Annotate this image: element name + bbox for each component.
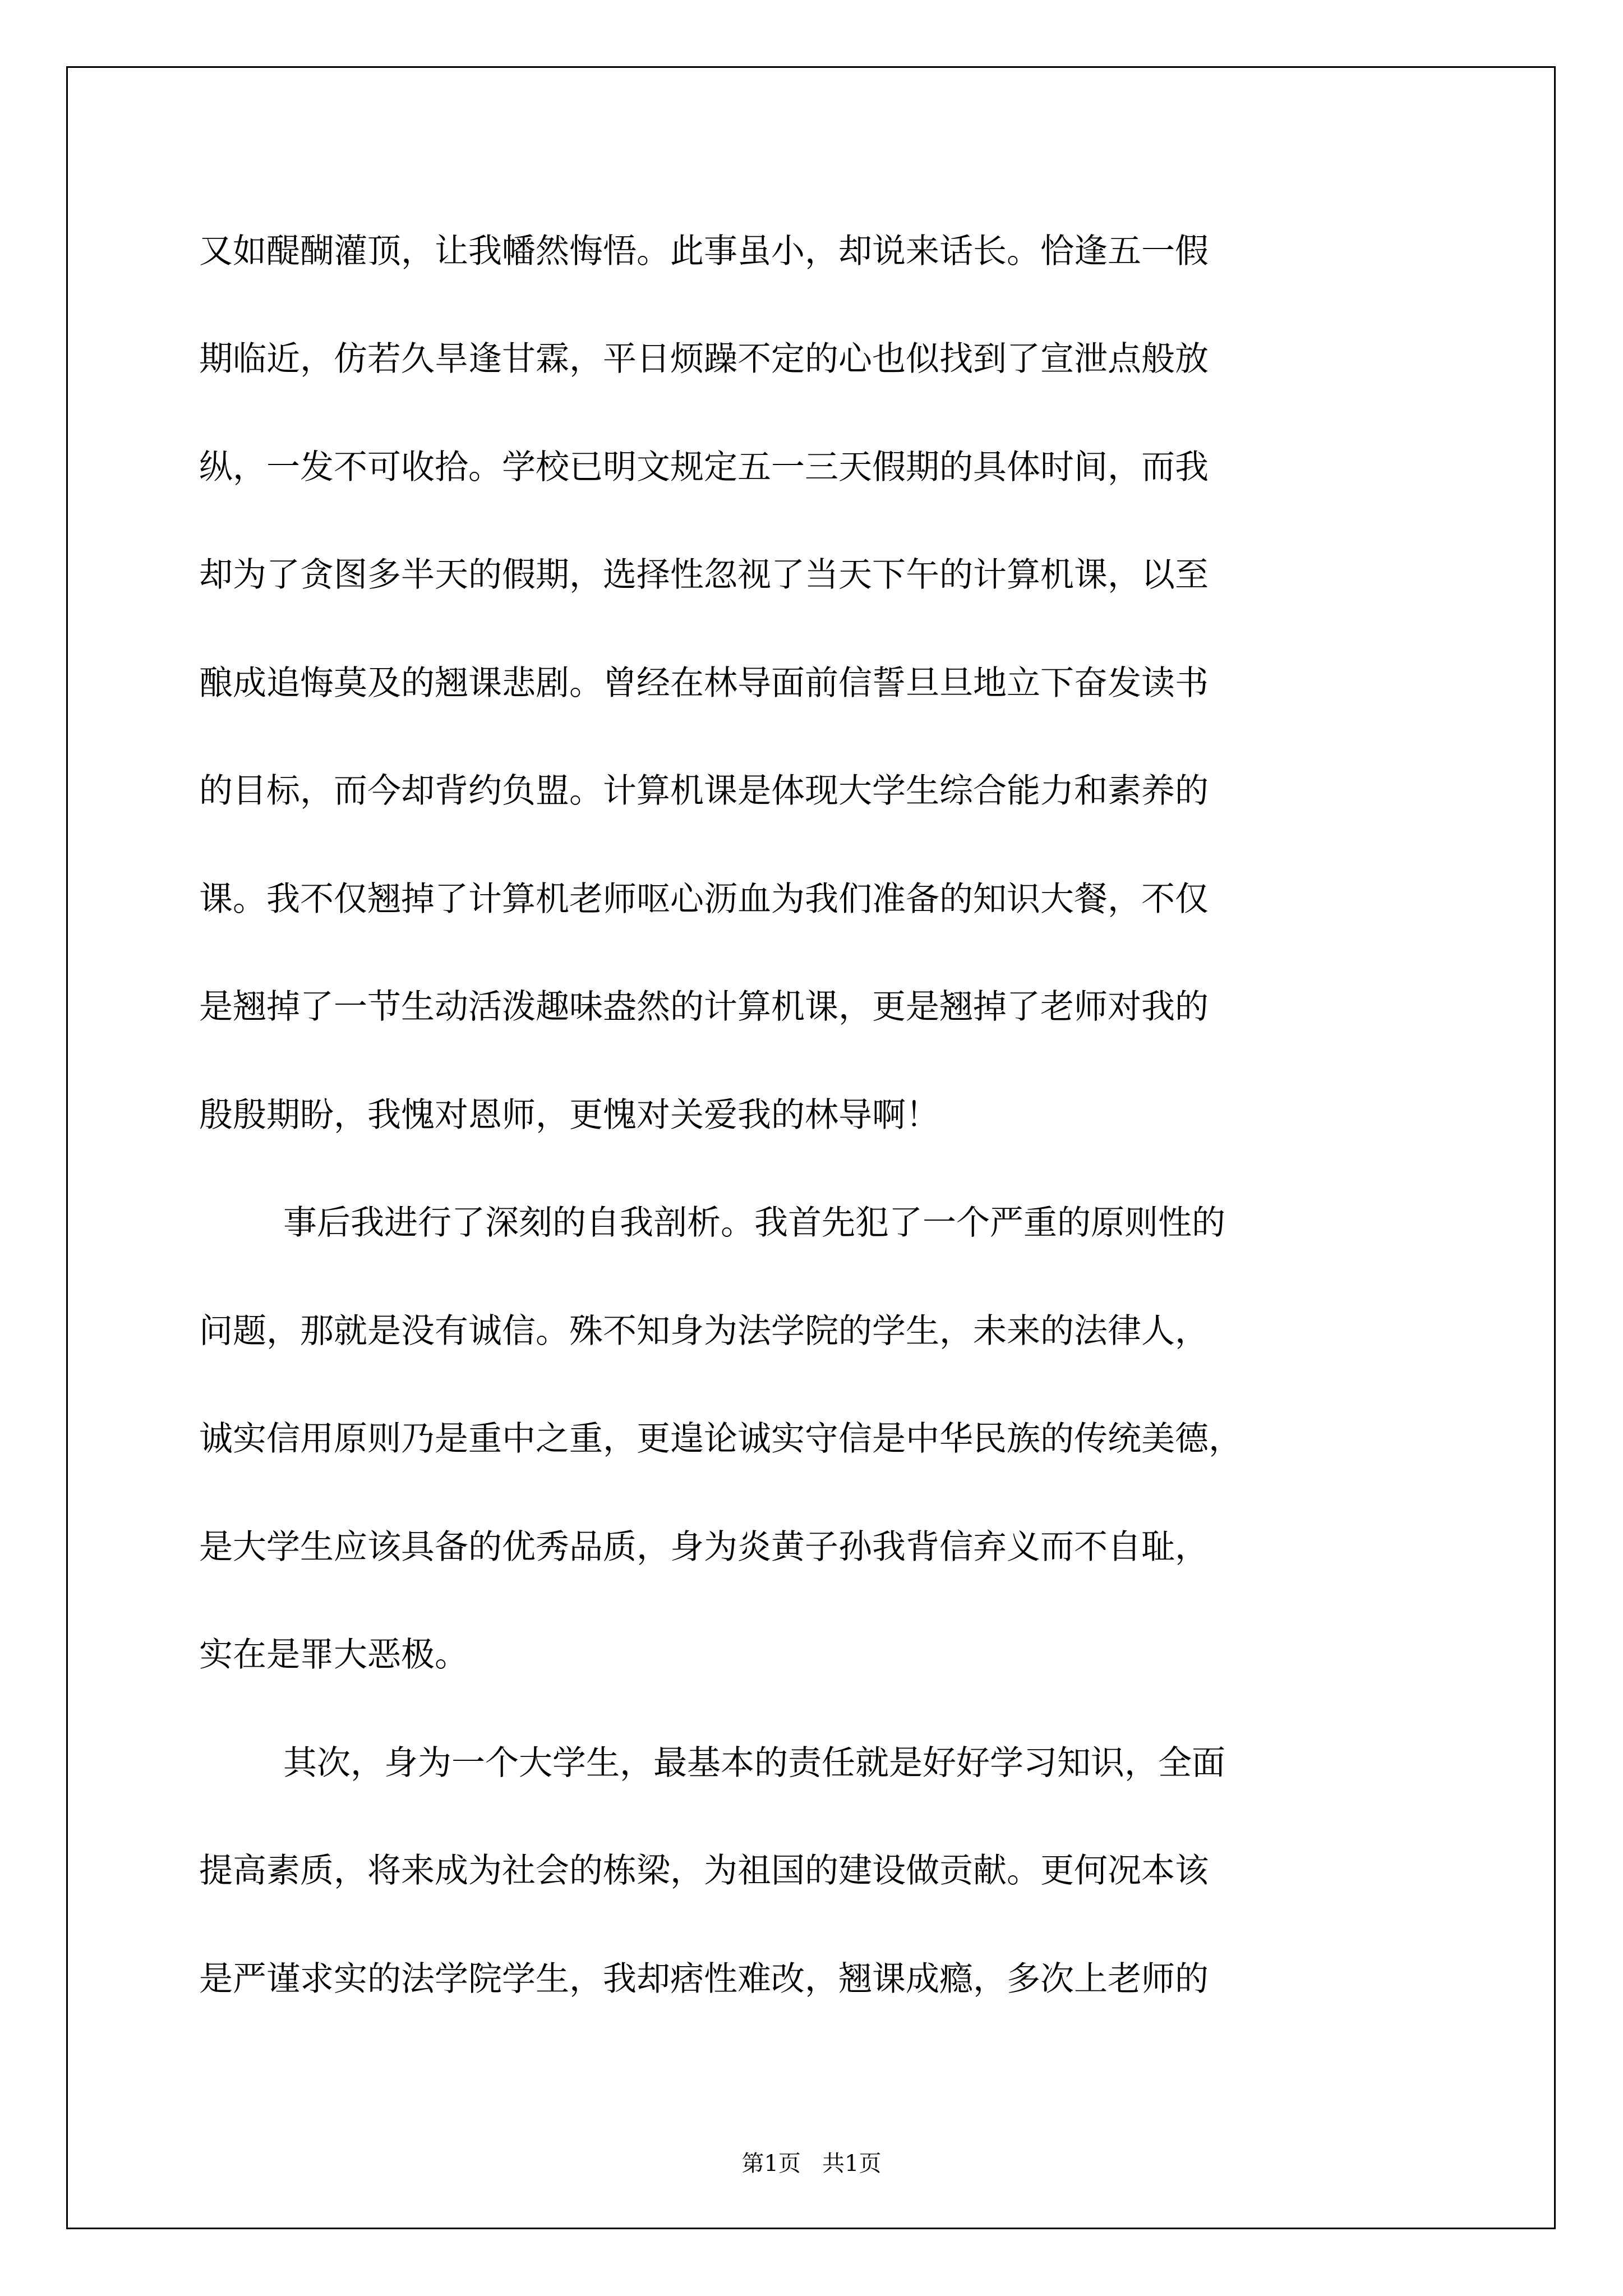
text-line: 却为了贪图多半天的假期，选择性忽视了当天下午的计算机课，以至: [199, 555, 1209, 595]
text-line: 殷殷期盼，我愧对恩师，更愧对关爱我的林导啊！: [199, 1096, 939, 1135]
text-line: 提高素质，将来成为社会的栋梁，为祖国的建设做贡献。更何况本该: [199, 1851, 1209, 1890]
text-line: 是翘掉了一节生动活泼趣味盎然的计算机课，更是翘掉了老师对我的: [199, 987, 1209, 1027]
text-line: 的目标，而今却背约负盟。计算机课是体现大学生综合能力和素养的: [199, 771, 1209, 811]
text-line: 是大学生应该具备的优秀品质，身为炎黄子孙我背信弃义而不自耻，: [199, 1527, 1209, 1567]
text-line: 诚实信用原则乃是重中之重，更遑论诚实守信是中华民族的传统美德，: [199, 1419, 1242, 1458]
text-line: 是严谨求实的法学院学生，我却痞性难改，翘课成瘾，多次上老师的: [199, 1959, 1209, 1999]
page-footer: 第1页 共1页: [741, 2151, 882, 2177]
text-line: 问题，那就是没有诚信。殊不知身为法学院的学生，未来的法律人，: [199, 1312, 1209, 1351]
text-line: 酿成追悔莫及的翘课悲剧。曾经在林导面前信誓旦旦地立下奋发读书: [199, 664, 1209, 703]
text-line: 纵，一发不可收拾。学校已明文规定五一三天假期的具体时间，而我: [199, 448, 1209, 487]
text-line: 课。我不仅翘掉了计算机老师呕心沥血为我们准备的知识大餐，不仅: [199, 880, 1209, 919]
text-line: 期临近，仿若久旱逢甘霖，平日烦躁不定的心也似找到了宣泄点般放: [199, 339, 1209, 379]
paragraph-first-line: 其次，身为一个大学生，最基本的责任就是好好学习知识，全面: [283, 1743, 1225, 1783]
page-border: [66, 66, 1556, 2229]
text-line: 实在是罪大恶极。: [199, 1635, 468, 1674]
text-line: 又如醍醐灌顶，让我幡然悔悟。此事虽小，却说来话长。恰逢五一假: [199, 232, 1209, 271]
paragraph-first-line: 事后我进行了深刻的自我剖析。我首先犯了一个严重的原则性的: [283, 1203, 1225, 1243]
